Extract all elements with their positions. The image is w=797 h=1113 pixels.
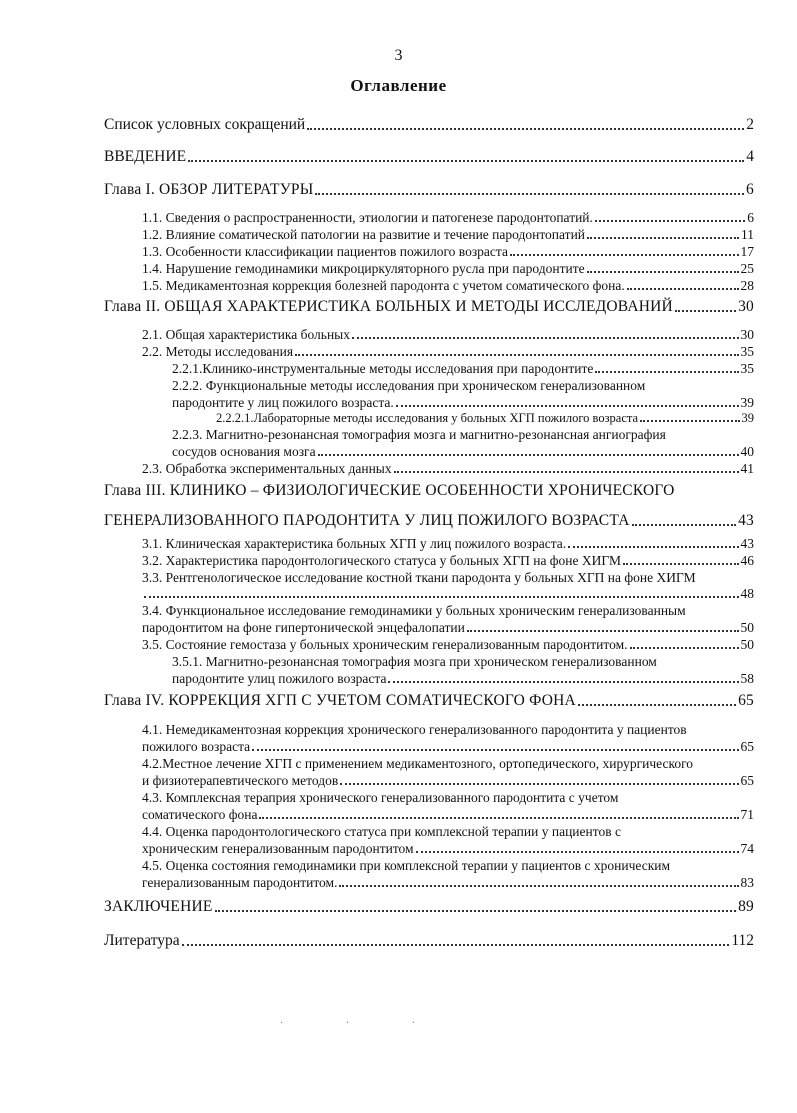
toc-entry-page: 4 xyxy=(746,148,754,165)
toc-section-4-5-line1[interactable]: 4.5. Оценка состояния гемодинамики при комплексной терапии у пациентов с хроническим xyxy=(142,858,671,873)
toc-entry-text: 2.3. Обработка экспериментальных данных xyxy=(142,461,392,476)
toc-entry-literature[interactable] xyxy=(104,932,754,950)
toc-entry-introduction[interactable] xyxy=(104,148,754,166)
toc-entry-page: 65 xyxy=(740,739,754,754)
toc-entry-page: 41 xyxy=(740,461,754,476)
toc-section-1-4[interactable] xyxy=(142,261,754,277)
toc-entry-text: 1.2. Влияние соматической патологии на развитие и течение пародонтопатий xyxy=(142,227,586,242)
toc-entry-page: 11 xyxy=(741,227,754,242)
toc-entry-page: 43 xyxy=(740,536,754,551)
toc-section-2-2-3-line1[interactable]: 2.2.3. Магнитно-резонансная томография мозга и магнитно-резонансная ангиография xyxy=(172,427,666,442)
toc-entry-page: 89 xyxy=(738,898,754,915)
toc-entry-text: 1.5. Медикаментозная коррекция болезней пародонта с учетом соматического фона. xyxy=(142,278,625,293)
page-title: Оглавление xyxy=(350,76,447,95)
toc-entry-page: 6 xyxy=(747,210,754,225)
toc-section-3-5-1-line1[interactable]: 3.5.1. Магнитно-резонансная томография мозга при хроническом генерализованном xyxy=(172,654,657,669)
toc-section-4-2[interactable] xyxy=(142,773,754,789)
toc-entry-text: Глава IV. КОРРЕКЦИЯ ХГП С УЧЕТОМ СОМАТИЧЕСКОГО ФОНА xyxy=(104,692,576,709)
toc-entry-text: соматического фона xyxy=(142,807,258,822)
toc-entry-page: 46 xyxy=(740,553,754,568)
toc-entry-text: 1.3. Особенности классификации пациентов пожилого возраста xyxy=(142,244,508,259)
toc-section-4-5[interactable] xyxy=(142,875,754,891)
toc-section-2-2-2-line1[interactable]: 2.2.2. Функциональные методы исследования при хроническом генерализованном xyxy=(172,378,646,393)
toc-section-4-4-line1[interactable]: 4.4. Оценка пародонтологического статуса при комплексной терапии у пациентов с xyxy=(142,824,621,839)
toc-entry-page: 48 xyxy=(740,586,754,601)
toc-section-4-3-line1[interactable]: 4.3. Комплексная тераприя хронического генерализованного пародонтита с учетом xyxy=(142,790,619,805)
toc-section-3-5[interactable] xyxy=(142,637,754,653)
toc-entry-page: 74 xyxy=(740,841,754,856)
toc-entry-page: 71 xyxy=(740,807,754,822)
toc-entry-page: 65 xyxy=(738,692,754,709)
toc-section-2-2-2[interactable] xyxy=(172,395,754,411)
toc-entry-text: ЗАКЛЮЧЕНИЕ xyxy=(104,898,213,915)
toc-entry-text: ГЕНЕРАЛИЗОВАННОГО ПАРОДОНТИТА У ЛИЦ ПОЖИЛОГО ВОЗРАСТА xyxy=(104,512,630,529)
toc-section-2-2[interactable] xyxy=(142,344,754,360)
toc-section-4-3[interactable] xyxy=(142,807,754,823)
toc-section-2-2-3[interactable] xyxy=(172,444,754,460)
toc-entry-text: пожилого возраста xyxy=(142,739,251,754)
toc-entry-page: 39 xyxy=(740,395,754,410)
toc-section-1-3[interactable] xyxy=(142,244,754,260)
toc-entry-page: 50 xyxy=(740,637,754,652)
toc-section-2-3[interactable] xyxy=(142,461,754,477)
toc-section-4-2-line1[interactable]: 4.2.Местное лечение ХГП с применением медикаментозного, ортопедического, хирургического xyxy=(142,756,694,771)
toc-entry-page: 50 xyxy=(740,620,754,635)
toc-entry-text: 3.1. Клиническая характеристика больных ХГП у лиц пожилого возраста. xyxy=(142,536,567,551)
toc-entry-text: 2.2. Методы исследования xyxy=(142,344,294,359)
toc-entry-text: пародонтите улиц пожилого возраста xyxy=(172,671,387,686)
toc-section-1-1[interactable] xyxy=(142,210,754,226)
toc-chapter-2[interactable] xyxy=(104,298,754,316)
toc-entry-text: ВВЕДЕНИЕ xyxy=(104,148,187,165)
toc-entry-text: Список условных сокращений xyxy=(104,116,306,133)
toc-section-4-1-line1[interactable]: 4.1. Немедикаментозная коррекция хронического генерализованного пародонтита у пациентов xyxy=(142,722,687,737)
toc-section-3-3-page[interactable] xyxy=(142,586,754,602)
toc-entry-text: 2.2.1.Клинико-инструментальные методы исследования при пародонтите xyxy=(172,361,594,376)
toc-entry-text: пародонтите у лиц пожилого возраста. xyxy=(172,395,394,410)
toc-entry-text: Глава I. ОБЗОР ЛИТЕРАТУРЫ xyxy=(104,181,314,198)
toc-section-1-5[interactable] xyxy=(142,278,754,294)
toc-section-3-3[interactable]: 3.3. Рентгенологическое исследование костной ткани пародонта у больных ХГП на фоне ХИГМ xyxy=(142,570,696,585)
toc-section-1-2[interactable] xyxy=(142,227,754,243)
toc-entry-page: 35 xyxy=(740,344,754,359)
toc-section-3-1[interactable] xyxy=(142,536,754,552)
scan-specks: · · · xyxy=(280,1018,445,1029)
toc-entry-text: пародонтитом на фоне гипертонической энцефалопатии xyxy=(142,620,465,635)
toc-entry-page: 39 xyxy=(741,411,754,425)
toc-entry-page: 43 xyxy=(738,512,754,529)
toc-entry-page: 2 xyxy=(746,116,754,133)
toc-entry-page: 6 xyxy=(746,181,754,198)
toc-entry-page: 112 xyxy=(731,932,754,949)
toc-section-2-2-2-1[interactable] xyxy=(216,411,754,426)
toc-entry-page: 40 xyxy=(740,444,754,459)
toc-entry-page: 30 xyxy=(738,298,754,315)
toc-entry-text: 1.4. Нарушение гемодинамики микроциркуляторного русла при пародонтите xyxy=(142,261,585,276)
toc-entry-abbreviations[interactable] xyxy=(104,116,754,134)
toc-entry-page: 35 xyxy=(740,361,754,376)
toc-section-3-5-1[interactable] xyxy=(172,671,754,687)
toc-chapter-3[interactable] xyxy=(104,512,754,530)
toc-entry-page: 25 xyxy=(740,261,754,276)
toc-entry-text: 2.1. Общая характеристика больных xyxy=(142,327,350,342)
toc-chapter-3-line1[interactable]: Глава III. КЛИНИКО – ФИЗИОЛОГИЧЕСКИЕ ОСОБЕННОСТИ ХРОНИЧЕСКОГО xyxy=(104,482,675,499)
toc-entry-page: 30 xyxy=(740,327,754,342)
toc-chapter-1[interactable] xyxy=(104,181,754,199)
page-number: 3 xyxy=(394,47,403,64)
toc-entry-text: 3.2. Характеристика пародонтологического статуса у больных ХГП на фоне ХИГМ xyxy=(142,553,622,568)
toc-section-2-1[interactable] xyxy=(142,327,754,343)
toc-section-3-4[interactable] xyxy=(142,620,754,636)
toc-entry-text: 1.1. Сведения о распространенности, этиологии и патогенезе пародонтопатий. xyxy=(142,210,593,225)
toc-entry-text: Глава II. ОБЩАЯ ХАРАКТЕРИСТИКА БОЛЬНЫХ И МЕТОДЫ ИССЛЕДОВАНИЙ xyxy=(104,298,673,315)
toc-entry-page: 28 xyxy=(740,278,754,293)
toc-chapter-4[interactable] xyxy=(104,692,754,710)
toc-entry-text: сосудов основания мозга xyxy=(172,444,316,459)
toc-entry-text: и физиотерапевтического методов xyxy=(142,773,339,788)
toc-entry-page: 83 xyxy=(740,875,754,890)
toc-section-4-1[interactable] xyxy=(142,739,754,755)
toc-section-3-2[interactable] xyxy=(142,553,754,569)
toc-entry-text: 2.2.2.1.Лабораторные методы исследования у больных ХГП пожилого возраста xyxy=(216,411,639,425)
toc-entry-page: 17 xyxy=(740,244,754,259)
toc-entry-conclusion[interactable] xyxy=(104,898,754,916)
toc-entry-page: 65 xyxy=(740,773,754,788)
toc-entry-text: 3.5. Состояние гемостаза у больных хроническим генерализованным пародонтитом. xyxy=(142,637,628,652)
toc-section-3-4-line1[interactable]: 3.4. Функциональное исследование гемодинамики у больных хроническим генерализованным xyxy=(142,603,686,618)
toc-entry-text: Литература xyxy=(104,932,180,949)
toc-section-4-4[interactable] xyxy=(142,841,754,857)
toc-section-2-2-1[interactable] xyxy=(172,361,754,377)
toc-entry-text: генерализованным пародонтитом. xyxy=(142,875,338,890)
toc-entry-text: хроническим генерализованным пародонтитом xyxy=(142,841,414,856)
toc-entry-page: 58 xyxy=(740,671,754,686)
